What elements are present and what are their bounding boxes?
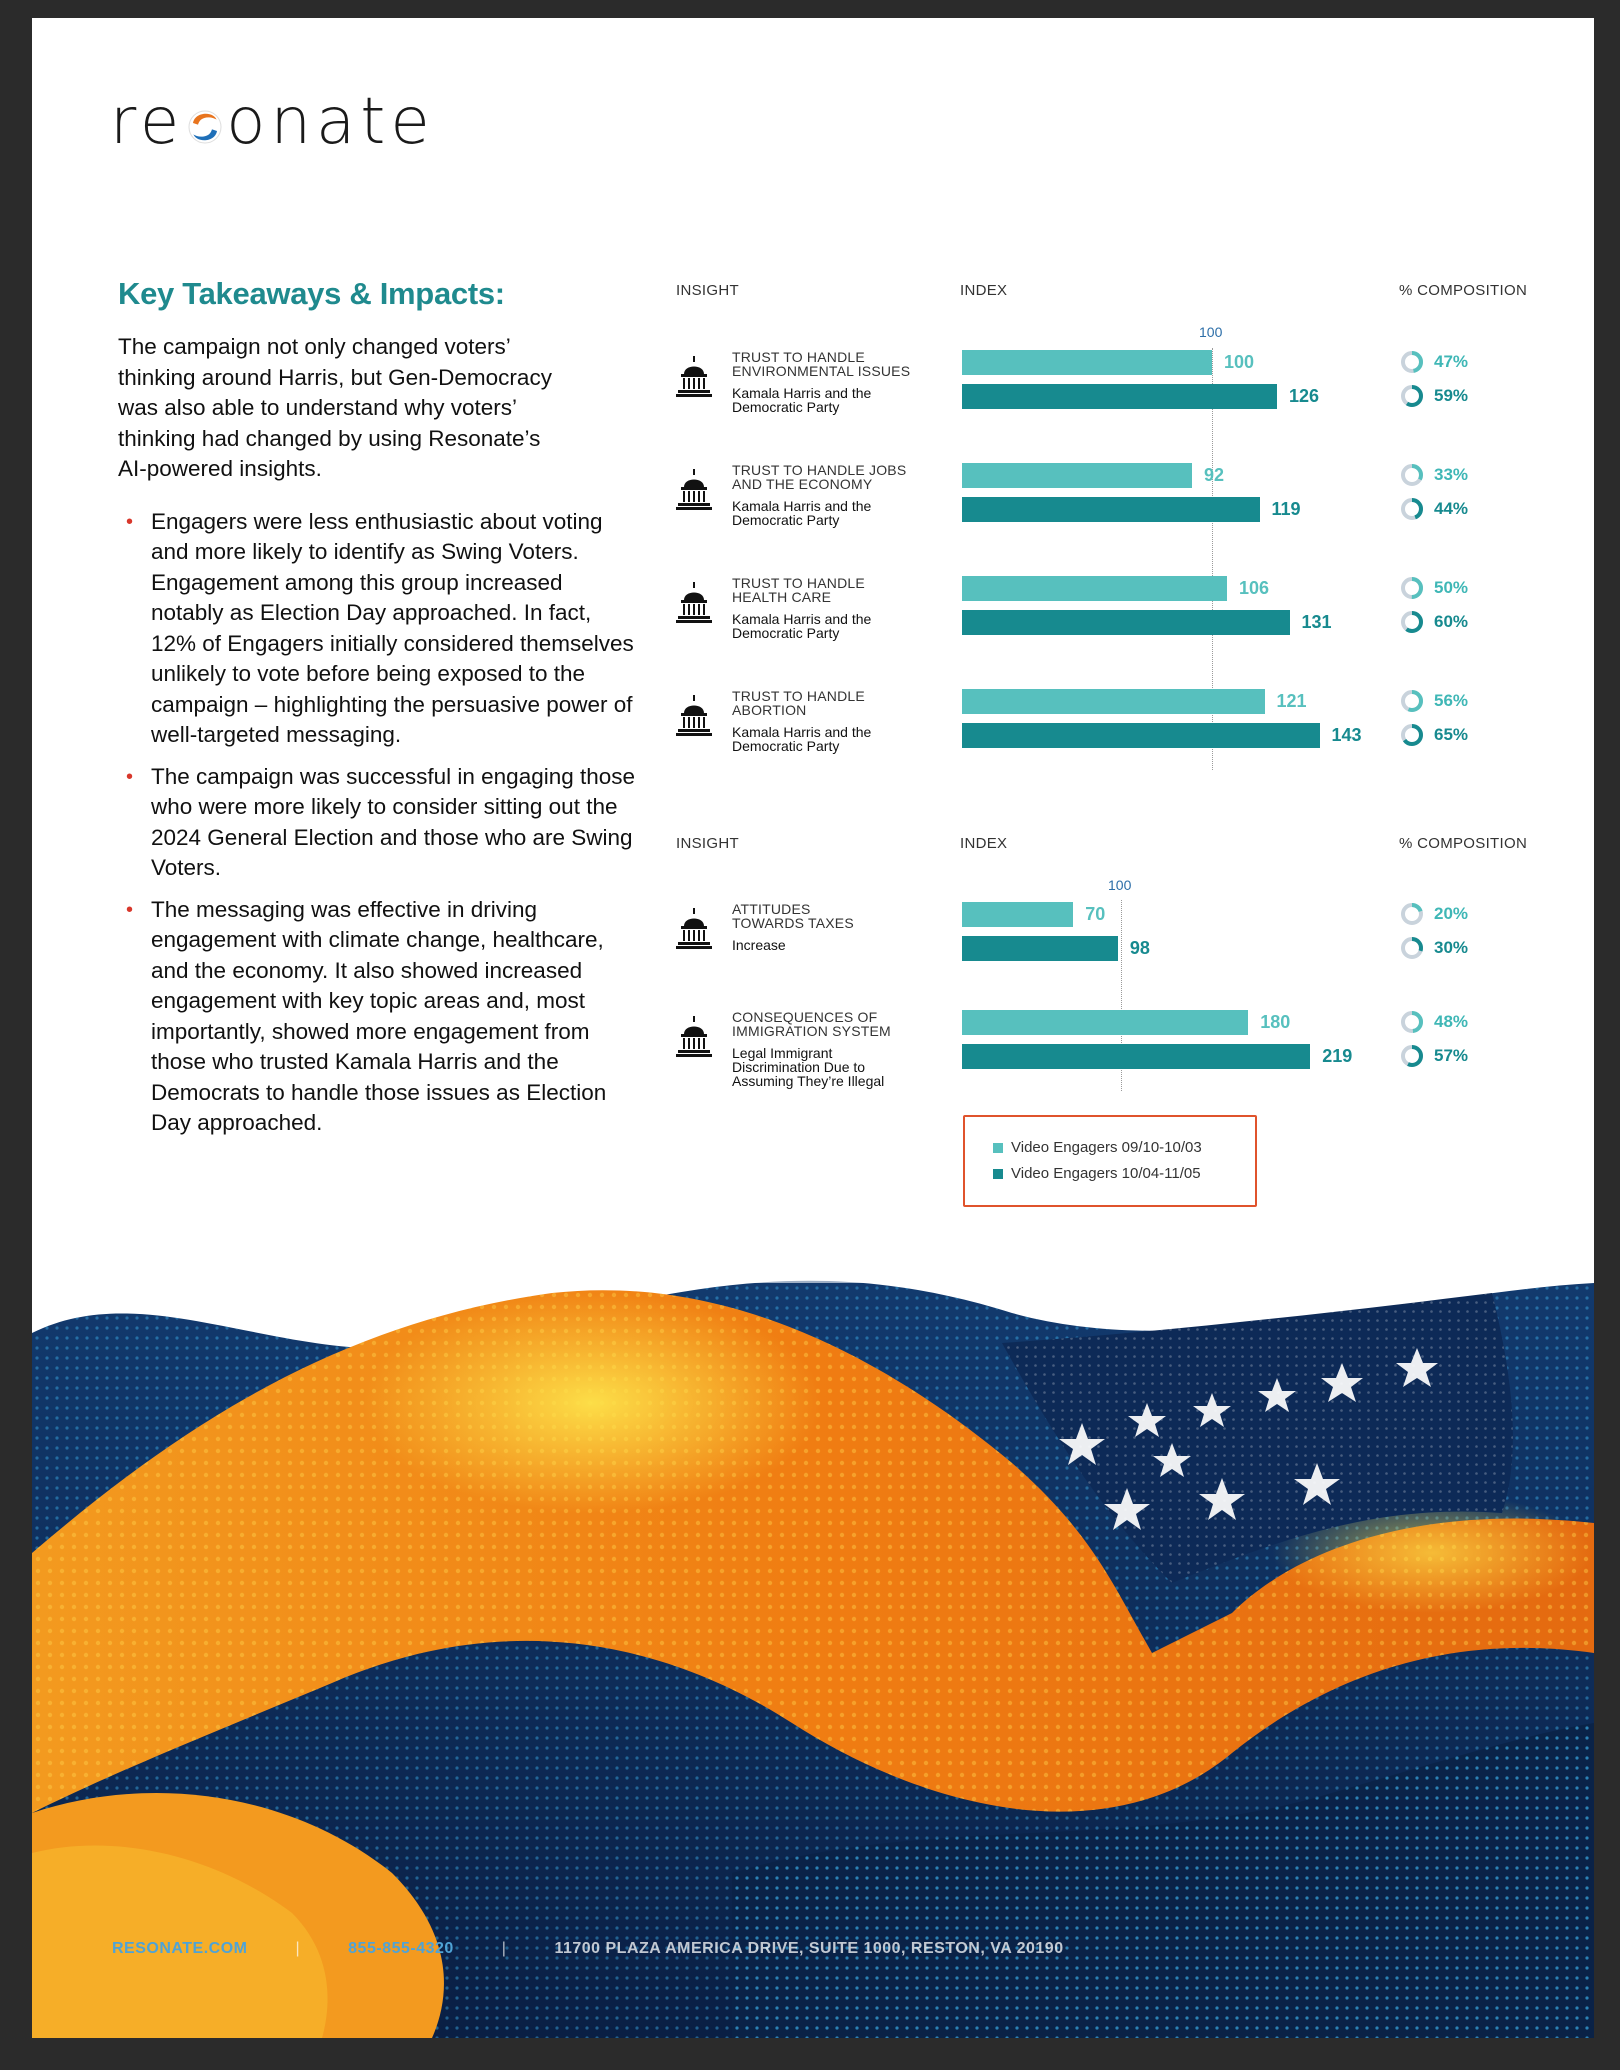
bullet-dot-icon: • <box>126 510 134 533</box>
insight-subtitle-line: Democratic Party <box>732 512 840 528</box>
index-value-label: 131 <box>1301 612 1332 632</box>
bullet-dot-icon: • <box>126 898 134 921</box>
index-bar <box>962 689 1265 714</box>
index-bar <box>962 350 1212 375</box>
composition-donut-icon <box>1400 689 1424 713</box>
composition-percent: 50% <box>1434 578 1469 597</box>
insight-subtitle <box>732 612 952 640</box>
insight-title-line: TRUST TO HANDLE <box>732 688 865 704</box>
insight-subtitle-line: Kamala Harris and the <box>732 498 872 514</box>
insight-subtitle <box>732 499 952 527</box>
capitol-icon <box>675 695 713 737</box>
insight-title <box>732 576 952 604</box>
insight-subtitle-line: Democratic Party <box>732 399 840 415</box>
takeaways-title: Key Takeaways & Impacts: <box>118 276 505 311</box>
index-bar <box>962 1010 1248 1035</box>
bullet-text: The messaging was effective in driving engagement with climate change, healthcare, and the economy. It also showed increased engagement with key topic areas and, most importantly, showed more engagement from those who trusted Kamala Harris and the Democrats to handle those issues as Election Day approached. <box>151 896 607 1135</box>
index-value-label: 70 <box>1085 904 1106 924</box>
composition-donut-icon <box>1400 1044 1424 1068</box>
index-value-label: 100 <box>1224 352 1255 372</box>
chart-legend <box>963 1115 1257 1207</box>
insight-title <box>732 350 952 378</box>
legend-label: Video Engagers 10/04-11/05 <box>1011 1165 1201 1182</box>
insight-title-line: AND THE ECONOMY <box>732 476 873 492</box>
index-bar <box>962 463 1192 488</box>
insight-subtitle-line: Democratic Party <box>732 738 840 754</box>
composition-donut-icon <box>1400 723 1424 747</box>
footer-separator: | <box>501 1940 507 1957</box>
index-column-header: INDEX <box>960 282 1008 299</box>
insight-title-line: ENVIRONMENTAL ISSUES <box>732 363 911 379</box>
phone-number[interactable]: 855-855-4320 <box>348 1940 454 1957</box>
composition-donut-icon <box>1400 463 1424 487</box>
reference-line-label: 100 <box>1199 324 1223 340</box>
composition-donut-icon <box>1400 936 1424 960</box>
insight-title-line: CONSEQUENCES OF <box>732 1009 878 1025</box>
composition-percent: 56% <box>1434 691 1469 710</box>
index-bar <box>962 497 1260 522</box>
legend-item <box>993 1165 1255 1182</box>
index-bar <box>962 384 1277 409</box>
insight-subtitle <box>732 938 952 952</box>
insight-title-line: TRUST TO HANDLE <box>732 349 865 365</box>
composition-percent: 20% <box>1434 904 1469 923</box>
index-bar <box>962 723 1320 748</box>
insight-title-line: HEALTH CARE <box>732 589 832 605</box>
list-item <box>118 507 638 751</box>
index-bar <box>962 936 1118 961</box>
index-bar <box>962 902 1073 927</box>
composition-donut-icon <box>1400 497 1424 521</box>
insight-subtitle-line: Kamala Harris and the <box>732 724 872 740</box>
index-bar <box>962 1044 1310 1069</box>
composition-percent: 47% <box>1434 352 1469 371</box>
insight-subtitle <box>732 386 952 414</box>
legend-item <box>993 1139 1255 1156</box>
composition-donut-icon <box>1400 610 1424 634</box>
composition-percent: 44% <box>1434 499 1469 518</box>
composition-percent: 30% <box>1434 938 1469 957</box>
key-takeaways-section <box>118 276 638 1150</box>
capitol-icon <box>675 469 713 511</box>
insight-subtitle-line: Discrimination Due to <box>732 1059 866 1075</box>
index-bar <box>962 576 1227 601</box>
intro-paragraph: The campaign not only changed voters’ thinking around Harris, but Gen-Democracy was also able to understand why voters’ thinking had changed by using Resonate’s AI-powered insights. <box>118 334 552 481</box>
insight-title <box>732 1010 952 1038</box>
capitol-icon <box>675 356 713 398</box>
bullet-text: The campaign was successful in engaging those who were more likely to consider sitting out the 2024 General Election and those who are Swing Voters. <box>151 763 636 880</box>
insight-subtitle-line: Legal Immigrant <box>732 1045 833 1061</box>
logo-text <box>110 85 435 159</box>
composition-donut-icon <box>1400 902 1424 926</box>
legend-swatch <box>993 1169 1003 1179</box>
insight-title-line: TRUST TO HANDLE JOBS <box>732 462 907 478</box>
composition-percent: 59% <box>1434 386 1469 405</box>
legend-label: Video Engagers 09/10-10/03 <box>1011 1139 1202 1156</box>
index-value-label: 121 <box>1276 691 1307 711</box>
insight-title-line: TRUST TO HANDLE <box>732 575 865 591</box>
index-value-label: 143 <box>1331 725 1362 745</box>
capitol-icon <box>675 908 713 950</box>
bullet-dot-icon: • <box>126 765 134 788</box>
insight-title-line: ABORTION <box>732 702 807 718</box>
capitol-icon <box>675 1016 713 1058</box>
insight-title-line: TOWARDS TAXES <box>732 915 854 931</box>
insight-subtitle-line: Kamala Harris and the <box>732 611 872 627</box>
composition-percent: 48% <box>1434 1012 1469 1031</box>
composition-donut-icon <box>1400 384 1424 408</box>
composition-donut-icon <box>1400 350 1424 374</box>
insight-title <box>732 689 952 717</box>
index-value-label: 180 <box>1260 1012 1291 1032</box>
logo-text-end: onate <box>226 85 435 159</box>
composition-percent: 60% <box>1434 612 1469 631</box>
website-link[interactable]: RESONATE.COM <box>112 1940 248 1957</box>
insight-subtitle-line: Democratic Party <box>732 625 840 641</box>
list-item <box>118 762 638 884</box>
legend-swatch <box>993 1143 1003 1153</box>
index-bar <box>962 610 1290 635</box>
index-column-header: INDEX <box>960 835 1008 852</box>
insight-title-line: IMMIGRATION SYSTEM <box>732 1023 891 1039</box>
insight-subtitle-line: Kamala Harris and the <box>732 385 872 401</box>
insight-subtitle <box>732 1046 952 1088</box>
capitol-icon <box>675 582 713 624</box>
footer-separator: | <box>295 1940 301 1957</box>
insight-title-line: ATTITUDES <box>732 901 811 917</box>
logo-text-start: re <box>110 85 185 159</box>
bullet-text: Engagers were less enthusiastic about voting and more likely to identify as Swing Voters. Engagement among this group increased notably as Election Day approached. In fact, 12% of Engagers initially considered themselves unlikely to vote before being exposed to the campaign – highlighting the persuasive power of well-targeted messaging. <box>151 508 634 747</box>
index-value-label: 98 <box>1129 938 1150 958</box>
index-value-label: 126 <box>1289 386 1320 406</box>
resonate-logo[interactable] <box>110 84 435 160</box>
footer <box>112 1940 1064 1958</box>
index-value-label: 92 <box>1204 465 1225 485</box>
index-value-label: 119 <box>1271 499 1301 519</box>
insight-subtitle-line: Increase <box>732 937 786 953</box>
insight-column-header: INSIGHT <box>676 835 739 852</box>
insight-subtitle-line: Assuming They’re Illegal <box>732 1073 885 1089</box>
insight-column-header: INSIGHT <box>676 282 739 299</box>
index-value-label: 106 <box>1239 578 1270 598</box>
takeaways-list <box>118 507 638 1139</box>
list-item <box>118 895 638 1139</box>
insight-title <box>732 463 952 491</box>
insight-subtitle <box>732 725 952 753</box>
logo-swirl-icon <box>185 103 225 147</box>
composition-percent: 33% <box>1434 465 1469 484</box>
composition-donut-icon <box>1400 1010 1424 1034</box>
address: 11700 PLAZA AMERICA DRIVE, SUITE 1000, RESTON, VA 20190 <box>554 1940 1064 1957</box>
composition-percent: 65% <box>1434 725 1469 744</box>
composition-column-header: % COMPOSITION <box>1399 282 1528 299</box>
page <box>32 18 1594 2038</box>
insight-title <box>732 902 952 930</box>
reference-line-label: 100 <box>1108 877 1132 893</box>
flag-wave-artwork <box>32 1253 1594 2038</box>
composition-column-header: % COMPOSITION <box>1399 835 1528 852</box>
index-value-label: 219 <box>1322 1046 1353 1066</box>
composition-donut-icon <box>1400 576 1424 600</box>
composition-percent: 57% <box>1434 1046 1469 1065</box>
